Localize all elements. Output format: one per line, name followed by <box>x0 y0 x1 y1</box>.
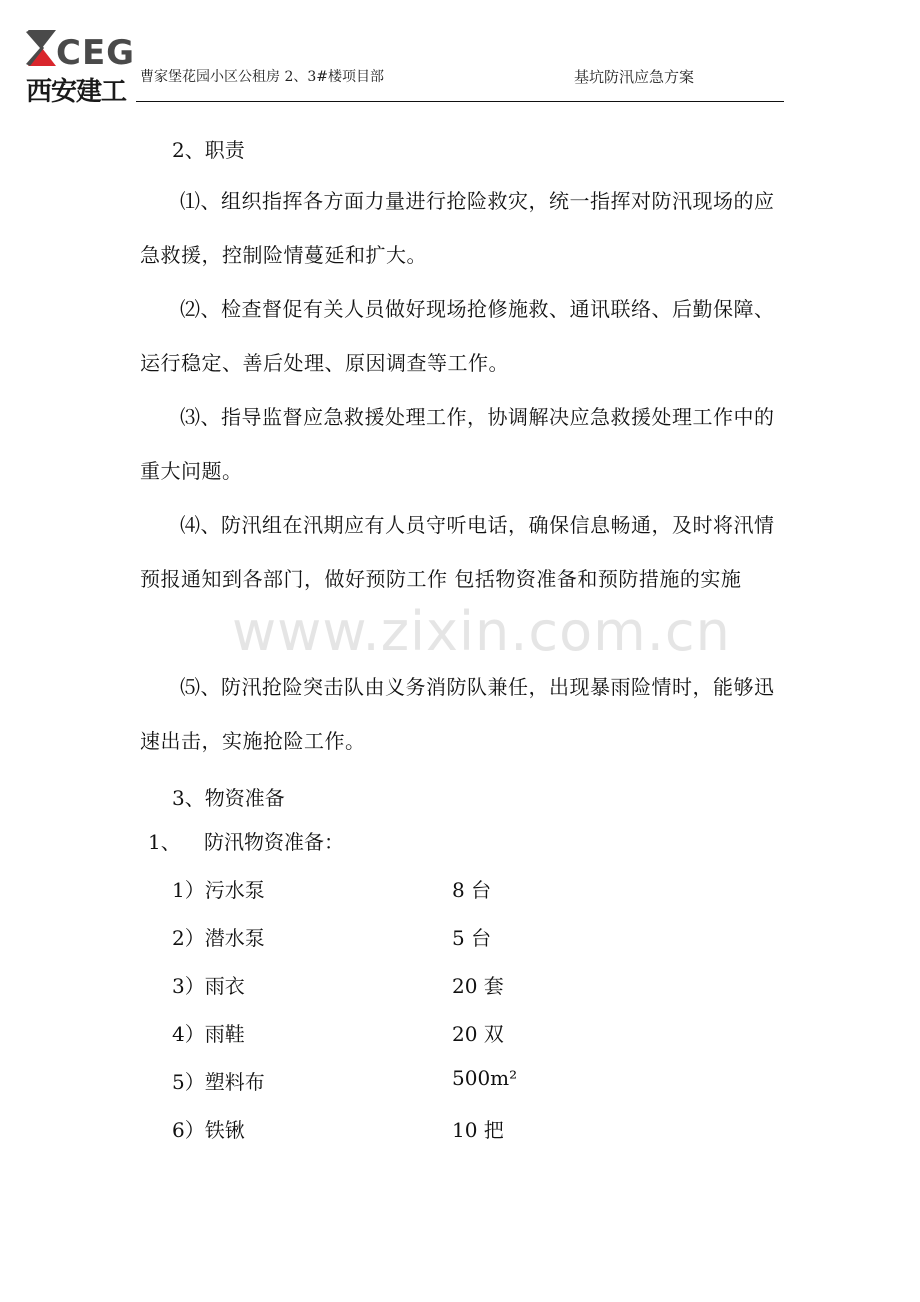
logo-brand: CEG <box>56 33 136 73</box>
material-label: 5）塑料布 <box>172 1070 265 1094</box>
section-heading-responsibilities: 2、职责 <box>172 138 245 162</box>
section-heading-materials: 3、物资准备 <box>172 786 285 810</box>
paragraph-duty-1: ⑴、组织指挥各方面力量进行抢险救灾，统一指挥对防汛现场的应急救援，控制险情蔓延和扩大。 <box>140 189 775 267</box>
site-watermark: www.zixin.com.cn <box>232 600 731 663</box>
logo-text: 西安建工 <box>26 77 127 107</box>
header-divider <box>136 101 784 102</box>
company-logo <box>26 28 136 108</box>
material-label: 3）雨衣 <box>172 974 245 998</box>
material-label: 4）雨鞋 <box>172 1022 245 1046</box>
paragraph-duty-2: ⑵、检查督促有关人员做好现场抢修施救、通讯联络、后勤保障、运行稳定、善后处理、原因调查等工作。 <box>140 297 775 375</box>
header-project-name: 曹家堡花园小区公租房 2、3#楼项目部 <box>140 69 384 85</box>
paragraph-duty-3: ⑶、指导监督应急救援处理工作，协调解决应急救援处理工作中的重大问题。 <box>140 405 775 483</box>
subsection-title: 防汛物资准备： <box>204 830 344 854</box>
header-doc-title: 基坑防汛应急方案 <box>574 68 695 86</box>
material-qty: 500m² <box>452 1066 518 1090</box>
material-qty: 20 双 <box>452 1022 504 1046</box>
material-label: 1）污水泵 <box>172 878 265 902</box>
material-label: 6）铁锹 <box>172 1118 245 1142</box>
paragraph-duty-5: ⑸、防汛抢险突击队由义务消防队兼任，出现暴雨险情时，能够迅速出击，实施抢险工作。 <box>140 675 775 753</box>
subsection-flood-materials <box>148 826 344 855</box>
material-qty: 8 台 <box>452 878 492 902</box>
ceg-logo-icon <box>26 28 136 78</box>
material-qty: 5 台 <box>452 926 492 950</box>
subsection-number: 1、 <box>148 830 181 854</box>
material-label: 2）潜水泵 <box>172 926 265 950</box>
paragraph-duty-4: ⑷、防汛组在汛期应有人员守听电话，确保信息畅通，及时将汛情预报通知到各部门，做好预防工作 包括物资准备和预防措施的实施 <box>140 513 775 591</box>
material-qty: 10 把 <box>452 1118 504 1142</box>
material-qty: 20 套 <box>452 974 504 998</box>
